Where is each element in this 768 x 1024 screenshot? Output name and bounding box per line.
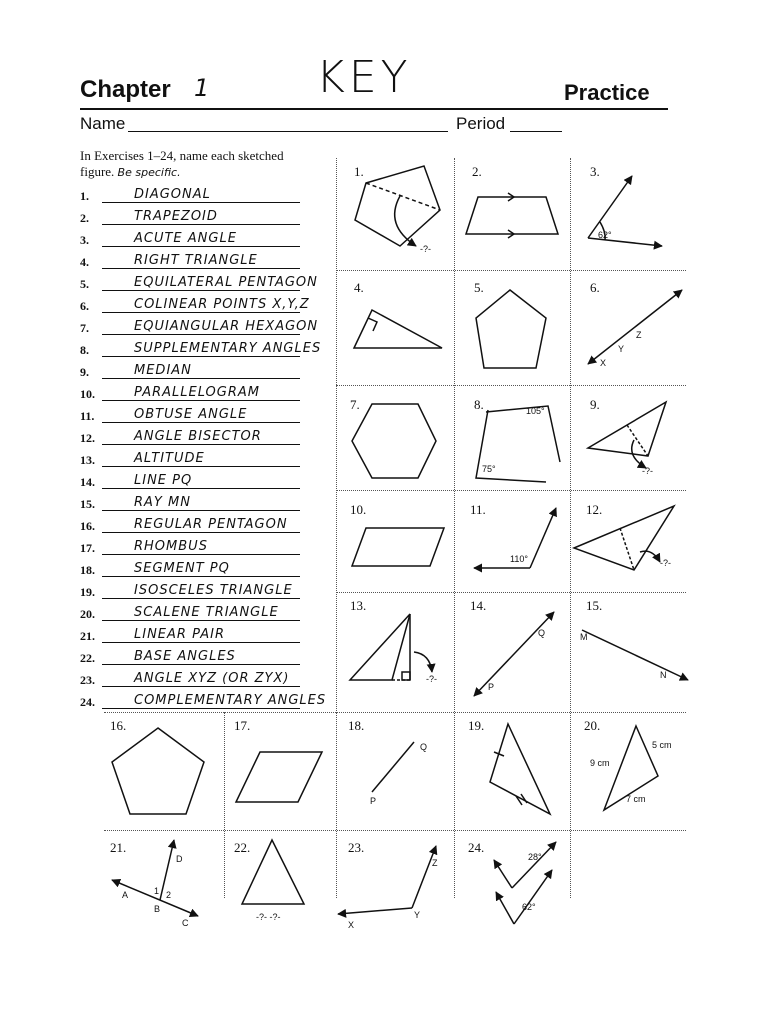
figure-number: 5.	[474, 280, 484, 295]
figure-number: 13.	[350, 598, 367, 613]
figure-16-regular-pentagon	[112, 728, 204, 814]
answer-text: COMPLEMENTARY ANGLES	[134, 693, 327, 708]
answer-text: ISOSCELES TRIANGLE	[134, 583, 293, 598]
figure-23-label-x: X	[348, 920, 355, 930]
chapter-label: Chapter	[80, 76, 171, 103]
answer-text: ALTITUDE	[134, 451, 205, 466]
answer-text: EQUIANGULAR HEXAGON	[134, 319, 319, 334]
answer-number: 16.	[80, 519, 95, 533]
figure-5-pentagon	[476, 290, 546, 368]
answer-number: 12.	[80, 431, 95, 445]
figure-4-right-triangle	[354, 310, 442, 348]
figure-18-label-q: Q	[420, 742, 428, 752]
figure-23-label-y: Y	[414, 910, 421, 920]
figure-12-unknown-label: -?-	[660, 558, 671, 568]
figure-20-side-b: 9 cm	[590, 758, 610, 768]
answer-text: BASE ANGLES	[134, 649, 236, 664]
answer-text: LINE PQ	[134, 473, 193, 488]
figure-9-triangle-median	[588, 402, 666, 468]
figure-number: 12.	[586, 502, 603, 517]
figure-number: 1.	[354, 164, 364, 179]
answer-text: RIGHT TRIANGLE	[134, 253, 258, 268]
figure-21-angle-1: 1	[154, 886, 160, 896]
answer-number: 15.	[80, 497, 95, 511]
answer-number: 6.	[80, 299, 89, 313]
answer-text: SUPPLEMENTARY ANGLES	[134, 341, 322, 356]
answer-number: 1.	[80, 189, 89, 203]
figure-19-isosceles-triangle	[490, 724, 550, 814]
figure-14-line-pq	[474, 612, 554, 696]
answer-text: RHOMBUS	[134, 539, 208, 554]
answer-text: MEDIAN	[134, 363, 192, 378]
answer-text: OBTUSE ANGLE	[134, 407, 248, 422]
figure-15-label-n: N	[660, 670, 667, 680]
key-handwritten-label: KEY	[316, 52, 412, 103]
answer-text: EQUILATERAL PENTAGON	[134, 275, 318, 290]
answer-number: 11.	[80, 409, 95, 423]
figure-1-pentagon	[355, 166, 440, 246]
answer-text: RAY MN	[134, 495, 191, 510]
figure-number: 16.	[110, 718, 127, 733]
figure-number: 4.	[354, 280, 364, 295]
figure-21-label-b: B	[154, 904, 161, 914]
answer-number: 24.	[80, 695, 95, 709]
figure-23-label-z: Z	[432, 858, 438, 868]
figure-17-rhombus	[236, 752, 322, 802]
answer-number: 21.	[80, 629, 95, 643]
answer-text: ANGLE BISECTOR	[134, 429, 262, 444]
answer-number: 17.	[80, 541, 95, 555]
figure-22-unknown-labels: -?- -?-	[256, 912, 281, 922]
answer-number: 9.	[80, 365, 89, 379]
figure-number: 20.	[584, 718, 601, 733]
figure-number: 17.	[234, 718, 251, 733]
figure-13-altitude	[350, 614, 432, 680]
instructions-annotation: Be specific.	[117, 166, 181, 179]
answer-number: 19.	[80, 585, 95, 599]
figure-number: 6.	[590, 280, 600, 295]
figure-9-unknown-label: -?-	[642, 466, 653, 476]
figure-7-hexagon	[352, 404, 436, 478]
figure-6-label-z: Z	[636, 330, 642, 340]
figure-11-angle-label: 110°	[510, 554, 528, 564]
answer-text: ANGLE XYZ (OR ZYX)	[134, 671, 290, 686]
figure-1-unknown-label: -?-	[420, 244, 431, 254]
answer-number: 23.	[80, 673, 95, 687]
answer-number: 8.	[80, 343, 89, 357]
answer-text: DIAGONAL	[134, 187, 211, 202]
figure-6-collinear-points	[588, 290, 682, 364]
answer-text: REGULAR PENTAGON	[134, 517, 288, 532]
instructions-text: In Exercises 1–24, name each sketched figure.	[80, 148, 284, 179]
answer-number: 22.	[80, 651, 95, 665]
figure-number: 3.	[590, 164, 600, 179]
answer-number: 20.	[80, 607, 95, 621]
figure-8-angle-a: 105°	[526, 406, 545, 416]
figure-3-angle-label: 62°	[598, 230, 612, 240]
figure-number: 22.	[234, 840, 251, 855]
figure-number: 11.	[470, 502, 486, 517]
period-label: Period	[456, 114, 506, 133]
figure-6-label-x: X	[600, 358, 607, 368]
figure-12-angle-bisector	[574, 506, 674, 570]
answer-text: TRAPEZOID	[134, 209, 218, 224]
name-label: Name	[80, 114, 126, 133]
answer-number: 7.	[80, 321, 89, 335]
figure-21-label-c: C	[182, 918, 189, 928]
answer-text: SCALENE TRIANGLE	[134, 605, 279, 620]
answer-number: 4.	[80, 255, 89, 269]
practice-label: Practice	[564, 80, 650, 105]
figure-20-side-a: 5 cm	[652, 740, 672, 750]
figure-24-angle-a: 28°	[528, 852, 542, 862]
figure-number: 24.	[468, 840, 485, 855]
figure-21-label-d: D	[176, 854, 183, 864]
figure-number: 14.	[470, 598, 487, 613]
chapter-number: 1	[194, 74, 210, 102]
answer-text: COLINEAR POINTS X,Y,Z	[134, 297, 310, 312]
figure-number: 18.	[348, 718, 365, 733]
answer-text: SEGMENT PQ	[134, 561, 230, 576]
figure-2-trapezoid	[466, 193, 558, 238]
answer-number: 14.	[80, 475, 95, 489]
figure-18-segment-pq	[372, 742, 414, 792]
figure-number: 7.	[350, 397, 360, 412]
figure-13-unknown-label: -?-	[426, 674, 437, 684]
figure-number: 9.	[590, 397, 600, 412]
figure-14-label-p: P	[488, 682, 495, 692]
figure-number: 23.	[348, 840, 365, 855]
figure-15-ray-mn	[582, 630, 688, 680]
figure-24-angle-b: 62°	[522, 902, 536, 912]
answer-number: 3.	[80, 233, 89, 247]
figure-21-label-a: A	[122, 890, 129, 900]
figure-number: 8.	[474, 397, 484, 412]
answer-number: 13.	[80, 453, 95, 467]
figure-23-angle-xyz	[338, 846, 436, 914]
answer-number: 10.	[80, 387, 95, 401]
figure-22-base-angles	[242, 840, 304, 904]
answer-text: PARALLELOGRAM	[134, 385, 261, 400]
answer-text: LINEAR PAIR	[134, 627, 226, 642]
figure-20-side-c: 7 cm	[626, 794, 646, 804]
figure-number: 15.	[586, 598, 603, 613]
figure-10-parallelogram	[352, 528, 444, 566]
figure-8-angle-b: 75°	[482, 464, 496, 474]
figure-18-label-p: P	[370, 796, 377, 806]
figure-number: 21.	[110, 840, 127, 855]
answer-number: 2.	[80, 211, 89, 225]
figure-number: 19.	[468, 718, 485, 733]
figure-6-label-y: Y	[618, 344, 625, 354]
answer-number: 5.	[80, 277, 89, 291]
figure-21-angle-2: 2	[166, 890, 172, 900]
answer-text: ACUTE ANGLE	[134, 231, 237, 246]
figure-number: 10.	[350, 502, 367, 517]
figure-15-label-m: M	[580, 632, 588, 642]
figure-14-label-q: Q	[538, 628, 546, 638]
figure-number: 2.	[472, 164, 482, 179]
answer-number: 18.	[80, 563, 95, 577]
